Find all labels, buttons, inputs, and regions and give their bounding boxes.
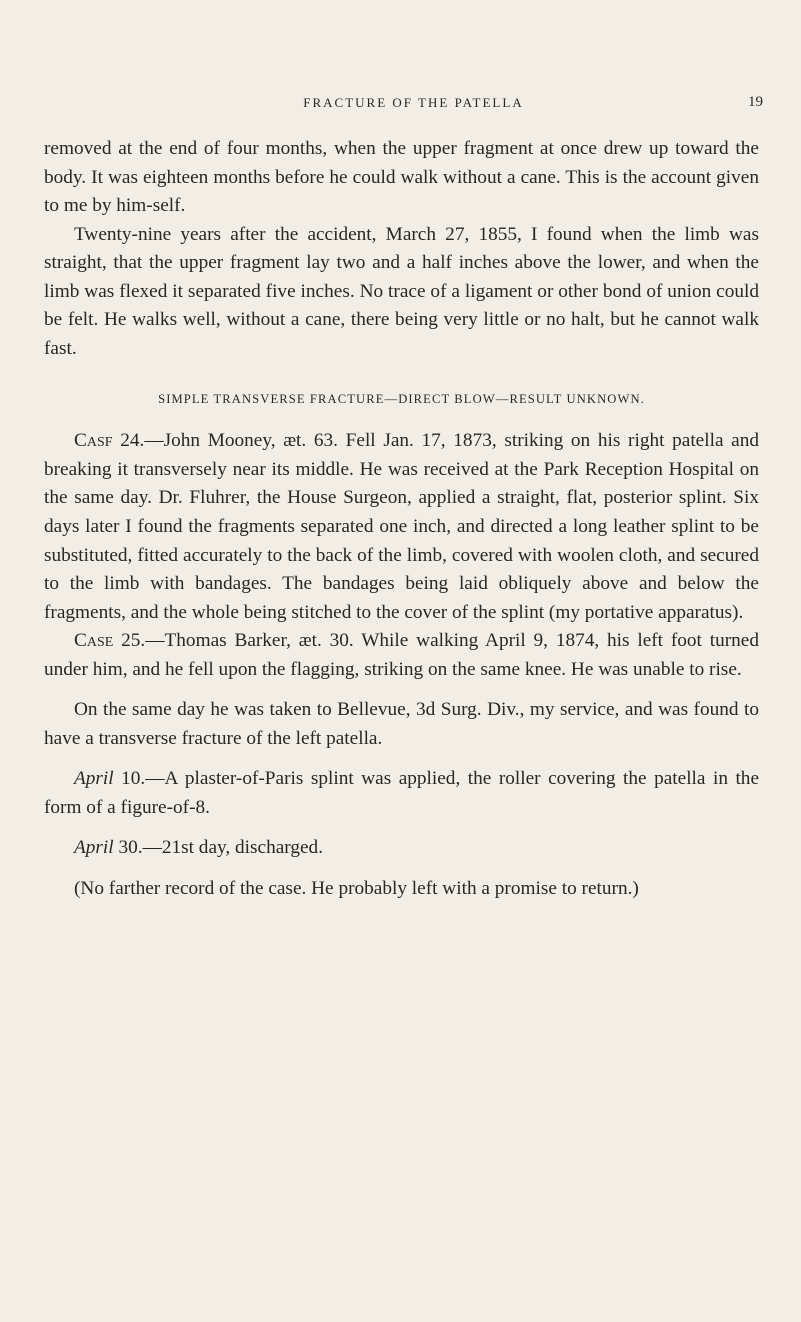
- paragraph-continued: removed at the end of four months, when the upper fragment at once drew up toward the body. It was eighteen months before he could walk without a cane. This is the account given to me by him-self.: [44, 138, 759, 217]
- running-head: [44, 94, 763, 121]
- april-30-day: 30.: [113, 837, 143, 859]
- case-24-label: Casf: [74, 430, 113, 452]
- paragraph-bellevue: On the same day he was taken to Bellevue, 3d Surg. Div., my service, and was found to have a transverse fracture of the left patella.: [44, 699, 759, 749]
- book-page: [44, 94, 763, 904]
- april-10-text: —A plaster-of-Paris splint was applied, the roller covering the patella in the form of a figure-of-8.: [44, 768, 760, 818]
- paragraph-april-10: [44, 765, 759, 822]
- case-24-text: —John Mooney, æt. 63. Fell Jan. 17, 1873, striking on his right patella and breaking it transversely near its middle. He was received at the Park Reception Hospital on the same day. Dr. Fluhrer, the House Surgeon, applied a straight, flat, posterior splint. Six days later I found the fragments separated one inch, and directed a long leather splint to be substituted, fitted accurately to the back of the limb, covered with woolen cloth, and secured to the limb with bandages. The bandages being laid obliquely above and below the fragments, and the whole being stitched to the cover of the splint (my portative apparatus).: [44, 430, 760, 623]
- paragraph-case-25: [44, 627, 759, 684]
- case-25-number: 25.: [113, 630, 146, 652]
- page-number: 19: [748, 94, 763, 110]
- paragraph-april-30: [44, 834, 759, 863]
- paragraph-final-note: (No farther record of the case. He probably left with a promise to return.): [74, 878, 639, 900]
- paragraph-twenty-nine-years: Twenty-nine years after the accident, March 27, 1855, I found when the limb was straight, that the upper fragment lay two and a half inches above the lower, and when the limb was flexed it separated five inches. No trace of a ligament or other bond of union could be felt. He walks well, without a cane, there being very little or no halt, but he cannot walk fast.: [44, 223, 759, 359]
- case-25-label: Case: [74, 630, 114, 652]
- april-10-date: April: [74, 768, 114, 790]
- case-25-text: —Thomas Barker, æt. 30. While walking April 9, 1874, his left foot turned under him, and he fell upon the flagging, striking on the same knee. He was unable to rise.: [44, 630, 759, 680]
- body-text: [44, 135, 759, 904]
- section-heading: SIMPLE TRANSVERSE FRACTURE—DIRECT BLOW—RESULT UNKNOWN.: [158, 392, 645, 407]
- case-24-number: 24.: [112, 430, 145, 452]
- april-30-date: April: [74, 837, 114, 859]
- running-head-title: FRACTURE OF THE PATELLA: [303, 95, 524, 110]
- april-30-text: —21st day, discharged.: [142, 837, 324, 859]
- paragraph-case-24: [44, 427, 759, 627]
- april-10-day: 10.: [113, 768, 146, 790]
